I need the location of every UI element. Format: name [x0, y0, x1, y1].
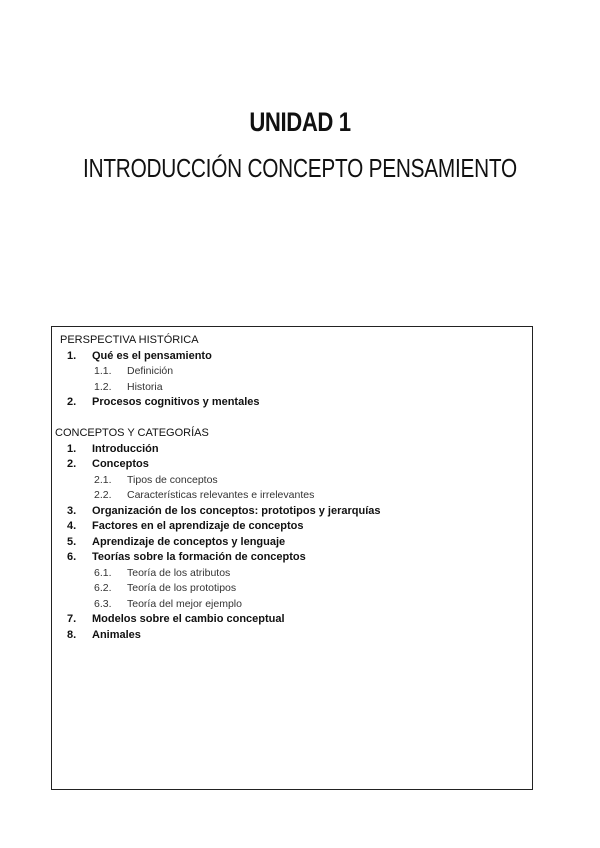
toc-item-number: 3. — [67, 504, 77, 517]
toc-item — [52, 442, 532, 458]
toc-section-heading: PERSPECTIVA HISTÓRICA — [60, 334, 199, 346]
table-of-contents — [51, 326, 533, 790]
toc-subitem — [52, 488, 532, 504]
toc-item-label: Teoría de los prototipos — [127, 582, 237, 594]
toc-item — [52, 504, 532, 520]
toc-item-number: 8. — [67, 628, 77, 641]
toc-item-number: 1. — [67, 349, 77, 362]
toc-section-heading: CONCEPTOS Y CATEGORÍAS — [55, 427, 209, 439]
toc-subitem — [52, 581, 532, 597]
toc-item-number: 2. — [67, 458, 77, 470]
toc-item-label: Procesos cognitivos y mentales — [92, 396, 260, 408]
toc-item-label: Modelos sobre el cambio conceptual — [92, 613, 285, 625]
toc-item-label: Características relevantes e irrelevantes — [127, 489, 315, 501]
toc-item-label: Qué es el pensamiento — [92, 349, 212, 362]
toc-item-number: 2.1. — [94, 473, 112, 486]
unit-title: UNIDAD 1 — [249, 107, 351, 137]
toc-item — [52, 612, 532, 628]
toc-item — [52, 535, 532, 551]
toc-item-number: 1. — [67, 442, 77, 455]
toc-item-label: Conceptos — [92, 458, 149, 470]
toc-item — [52, 395, 532, 411]
toc-item-label: Teoría del mejor ejemplo — [127, 597, 242, 610]
toc-item-number: 7. — [67, 613, 77, 625]
unit-subtitle: INTRODUCCIÓN CONCEPTO PENSAMIENTO — [83, 153, 517, 183]
toc-item-label: Tipos de conceptos — [127, 473, 218, 486]
toc-subitem — [52, 597, 532, 613]
toc-subitem — [52, 566, 532, 582]
toc-item-label: Definición — [127, 365, 174, 377]
toc-item-number: 2. — [67, 396, 77, 408]
toc-item-number: 1.1. — [94, 365, 112, 377]
toc-subitem — [52, 473, 532, 489]
toc-item — [52, 457, 532, 473]
toc-item — [52, 628, 532, 644]
toc-item-label: Aprendizaje de conceptos y lenguaje — [92, 535, 286, 548]
toc-item-number: 6.3. — [94, 597, 112, 610]
toc-item-label: Animales — [92, 628, 141, 641]
toc-subitem — [52, 364, 532, 380]
toc-item-number: 2.2. — [94, 489, 112, 501]
toc-item-label: Introducción — [92, 442, 159, 455]
toc-item-label: Factores en el aprendizaje de conceptos — [92, 520, 304, 532]
toc-item — [52, 519, 532, 535]
toc-item-label: Historia — [127, 380, 163, 393]
toc-item-label: Organización de los conceptos: prototipos y jerarquías — [92, 504, 381, 517]
toc-item-number: 5. — [67, 535, 77, 548]
toc-item-label: Teoría de los atributos — [127, 566, 231, 579]
toc-item-number: 4. — [67, 520, 77, 532]
toc-item-number: 6.2. — [94, 582, 112, 594]
toc-item-number: 1.2. — [94, 380, 112, 393]
toc-item-number: 6.1. — [94, 566, 112, 579]
toc-item — [52, 550, 532, 566]
toc-item-number: 6. — [67, 551, 77, 563]
toc-subitem — [52, 380, 532, 396]
toc-item — [52, 349, 532, 365]
toc-item-label: Teorías sobre la formación de conceptos — [92, 551, 306, 563]
